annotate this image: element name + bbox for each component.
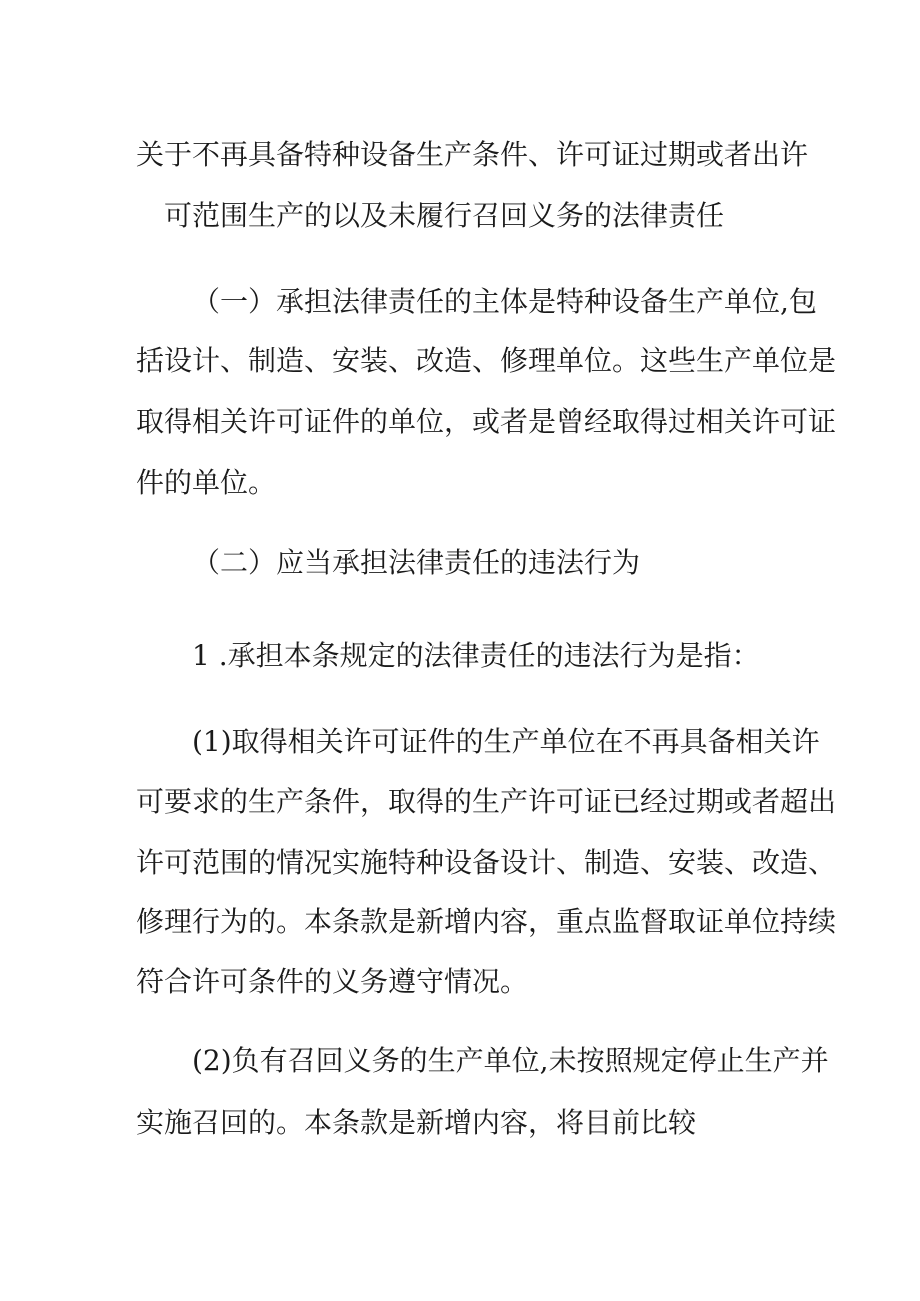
section1-line-2: 括设计、制造、安装、改造、修理单位。这些生产单位是: [136, 344, 837, 377]
para1-line-1: (1)取得相关许可证件的生产单位在不再具备相关许: [192, 725, 820, 758]
para1-line-4: 修理行为的。本条款是新增内容，重点监督取证单位持续: [136, 905, 837, 938]
para1-line-3: 许可范围的情况实施特种设备设计、制造、安装、改造、: [136, 846, 837, 879]
para1-line-5: 符合许可条件的义务遵守情况。: [136, 965, 529, 998]
section2-heading: （二）应当承担法律责任的违法行为: [192, 546, 641, 579]
para1-line-2: 可要求的生产条件，取得的生产许可证已经过期或者超出: [136, 785, 837, 818]
section1-line-3: 取得相关许可证件的单位，或者是曾经取得过相关许可证: [136, 405, 837, 438]
title-line-1: 关于不再具备特种设备生产条件、许可证过期或者出许: [136, 138, 809, 171]
section1-line-4: 件的单位。: [136, 466, 277, 499]
para2-line-2: 实施召回的。本条款是新增内容，将目前比较: [136, 1106, 697, 1139]
section1-line-1: （一）承担法律责任的主体是特种设备生产单位,包: [192, 285, 817, 318]
para2-line-1: (2)负有召回义务的生产单位,未按照规定停止生产并: [192, 1044, 829, 1077]
title-line-2: 可范围生产的以及未履行召回义务的法律责任: [164, 199, 725, 232]
item1-heading: 1 .承担本条规定的法律责任的违法行为是指：: [192, 639, 760, 672]
